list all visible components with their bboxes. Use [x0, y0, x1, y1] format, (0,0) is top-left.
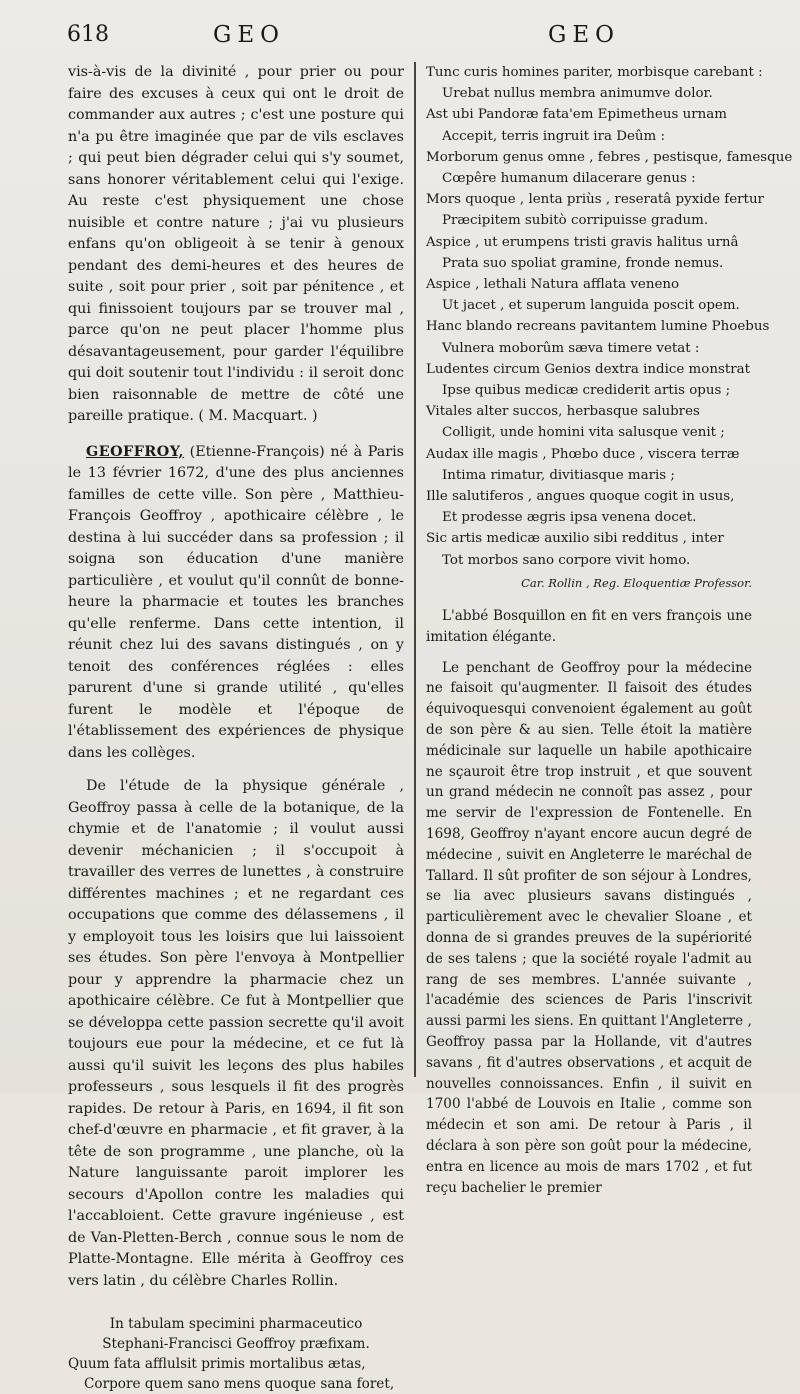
latin-verses	[426, 62, 793, 571]
entry-headword: GEOFFROY,	[86, 443, 185, 460]
left-column	[68, 62, 404, 1394]
verse-line: Sic artis medicæ auxilio sibi redditus , inter	[426, 531, 724, 547]
verse-line: Ille salutiferos , angues quoque cogit in usus,	[426, 489, 735, 505]
verse-line: Ludentes circum Genios dextra indice monstrat	[426, 361, 750, 377]
verse-line: Et prodesse ægris ipsa venena docet.	[442, 510, 697, 526]
verse-line: Colligit, unde homini vita salusque venit ;	[442, 425, 725, 441]
right-column	[426, 62, 793, 1208]
verse-line: Prata suo spoliat gramine, fronde nemus.	[442, 255, 724, 271]
verse-line: Ut jacet , et superum languida poscit opem.	[442, 298, 740, 314]
verse-line: Accepit, terris ingruit ira Deûm :	[442, 128, 665, 144]
verse-line: Intima rimatur, divitiasque maris ;	[442, 467, 675, 483]
paragraph-bosquillon: L'abbé Bosquillon en fit en vers françois une imitation élégante.	[426, 608, 752, 645]
running-head-left: GEO	[213, 22, 286, 48]
verse-line: Hanc blando recreans pavitantem lumine Phoebus	[426, 319, 770, 335]
running-head-right: GEO	[548, 22, 621, 48]
verse-line: Aspice , lethali Natura afflata veneno	[426, 277, 680, 293]
poem-title-line-1: In tabulam specimini pharmaceutico	[109, 1316, 363, 1332]
poem-line: Corpore quem sano mens quoque sana foret,	[84, 1376, 395, 1392]
page-header	[0, 22, 800, 58]
paragraph-geoffroy-bio	[68, 442, 404, 765]
verse-line: Tot morbos sano corpore vivit homo.	[442, 552, 691, 568]
poem-signature: Car. Rollin , Reg. Eloquentiæ Professor.	[521, 575, 752, 590]
verse-line: Præcipitem subitò corripuisse gradum.	[442, 213, 709, 229]
verse-line: Aspice , ut erumpens tristi gravis halitus urnâ	[426, 234, 739, 250]
verse-line: Mors quoque , lenta priùs , reseratâ pyxide fertur	[426, 192, 764, 208]
column-rule	[414, 62, 416, 1077]
paragraph-kneeling: vis-à-vis de la divinité , pour prier ou pour faire des excuses à ceux qui ont le droit de commander aux autres ; c'est une posture qui n'a pu être imaginée que par de vils esclaves ; qui peut bien dégrader celui qui s'y soumet, sans honorer véritablement celui qui l'exige. Au reste c'est physiquement une chose nuisible et contre nature ; j'ai vu plusieurs enfans qu'on obligeoit à se tenir à genoux pendant des demi-heures et des heures de suite , soit pour prier , soit par pénitence , et qui finissoient toujours par se trouver mal , parce qu'on ne peut placer l'homme plus désavantageusement, pour garder l'équilibre qui doit soutenir tout l'individu : il seroit donc bien raisonnable de mettre de côté une pareille pratique. ( M. Macquart. )	[68, 64, 404, 424]
verse-line: Tunc curis homines pariter, morbisque carebant :	[426, 65, 763, 80]
verse-line: Vitales alter succos, herbasque salubres	[426, 404, 700, 420]
paragraph-studies: De l'étude de la physique générale , Geoffroy passa à celle de la botanique, de la chymie et de l'anatomie ; il voulut aussi devenir méchanicien ; il s'occupoit à travailler des verres de lunettes , à construire différentes machines ; et ne regardant ces occupations que comme des délassemens , il y employoit tous les loisirs que lui laissoient ses études. Son père l'envoya à Montpellier pour y apprendre la pharmacie chez un apothicaire célèbre. Ce fut à Montpellier que se développa cette passion secrette qu'il avoit toujours eue pour la médecine, et ce fut là aussi qu'il suivit les leçons des plus habiles professeurs , sous lesquels il fit des progrès rapides. De retour à Paris, en 1694, il fit son chef-d'œuvre en pharmacie , et fit graver, à la tête de son programme , une planche, où la Nature languissante paroit implorer les secours d'Apollon contre les maladies qui l'accabloient. Cette gravure ingénieuse , est de Van-Pletten-Berch , connue sous le nom de Platte-Montagne. Elle mérita à Geoffroy ces vers latin , du célèbre Charles Rollin.	[68, 778, 404, 1289]
verse-line: Ast ubi Pandoræ fata'em Epimetheus urnam	[426, 107, 727, 123]
verse-line: Audax ille magis , Phœbo duce , viscera terræ	[426, 446, 740, 462]
verse-line: Urebat nullus membra animumve dolor.	[442, 86, 713, 102]
verse-line: Ipse quibus medicæ crediderit artis opus ;	[442, 383, 731, 399]
verse-line: Morborum genus omne , febres , pestisque, famesque	[426, 149, 793, 165]
poem-title-line-2: Stephani-Francisci Geoffroy præfixam.	[102, 1336, 370, 1352]
verse-line: Cœpêre humanum dilacerare genus :	[442, 171, 696, 187]
paragraph-career: Le penchant de Geoffroy pour la médecine ne faisoit qu'augmenter. Il faisoit des études équivoquesqui convenoient également au goût de son père & au sien. Telle étoit la matière médicinale sur laquelle un habile apothicaire ne sçauroit être trop instruit , et que souvent un grand médecin ne connoît pas assez , pour me servir de l'expression de Fontenelle. En 1698, Geoffroy n'ayant encore aucun degré de médecine , suivit en Angleterre le maréchal de Tallard. Il sût profiter de son séjour à Londres, se lia avec plusieurs savans distingués , particulièrement avec le chevalier Sloane , et donna de si grandes preuves de la supériorité de ses talens ; que la société royale l'admit au rang de ses membres. L'année suivante , l'académie des sciences de Paris l'inscrivit aussi parmi les siens. En quittant l'Angleterre , Geoffroy passa par la Hollande, vit d'autres savans , fit d'autres observations , et acquit de nouvelles connoissances. Enfin , il suivit en 1700 l'abbé de Louvois en Italie , comme son médecin et son ami. De retour à Paris , il déclara à son père son goût pour la médecine, entra en licence au mois de mars 1702 , et fut reçu bachelier le premier	[426, 659, 752, 1196]
poem-line: Quum fata afflulsit primis mortalibus ætas,	[68, 1356, 366, 1372]
verse-line: Vulnera moborûm sæva timere vetat :	[442, 340, 700, 356]
paragraph-bio-text: (Etienne-François) né à Paris le 13 février 1672, d'une des plus anciennes familles de cette ville. Son père , Matthieu-François Geoffroy , apothicaire célèbre , le destina à lui succéder dans sa profession ; il soigna son éducation d'une manière particulière , et voulut qu'il connût de bonne-heure la pharmacie et toutes les branches qu'elle renferme. Dans cette intention, il réunit chez lui des savans distingués , on y tenoit des conférences réglées : elles parurent d'une si grande utilité , qu'elles furent le modèle et l'époque de l'établissement des expériences de physique dans les collèges.	[68, 443, 404, 761]
page-number: 618	[67, 22, 109, 47]
